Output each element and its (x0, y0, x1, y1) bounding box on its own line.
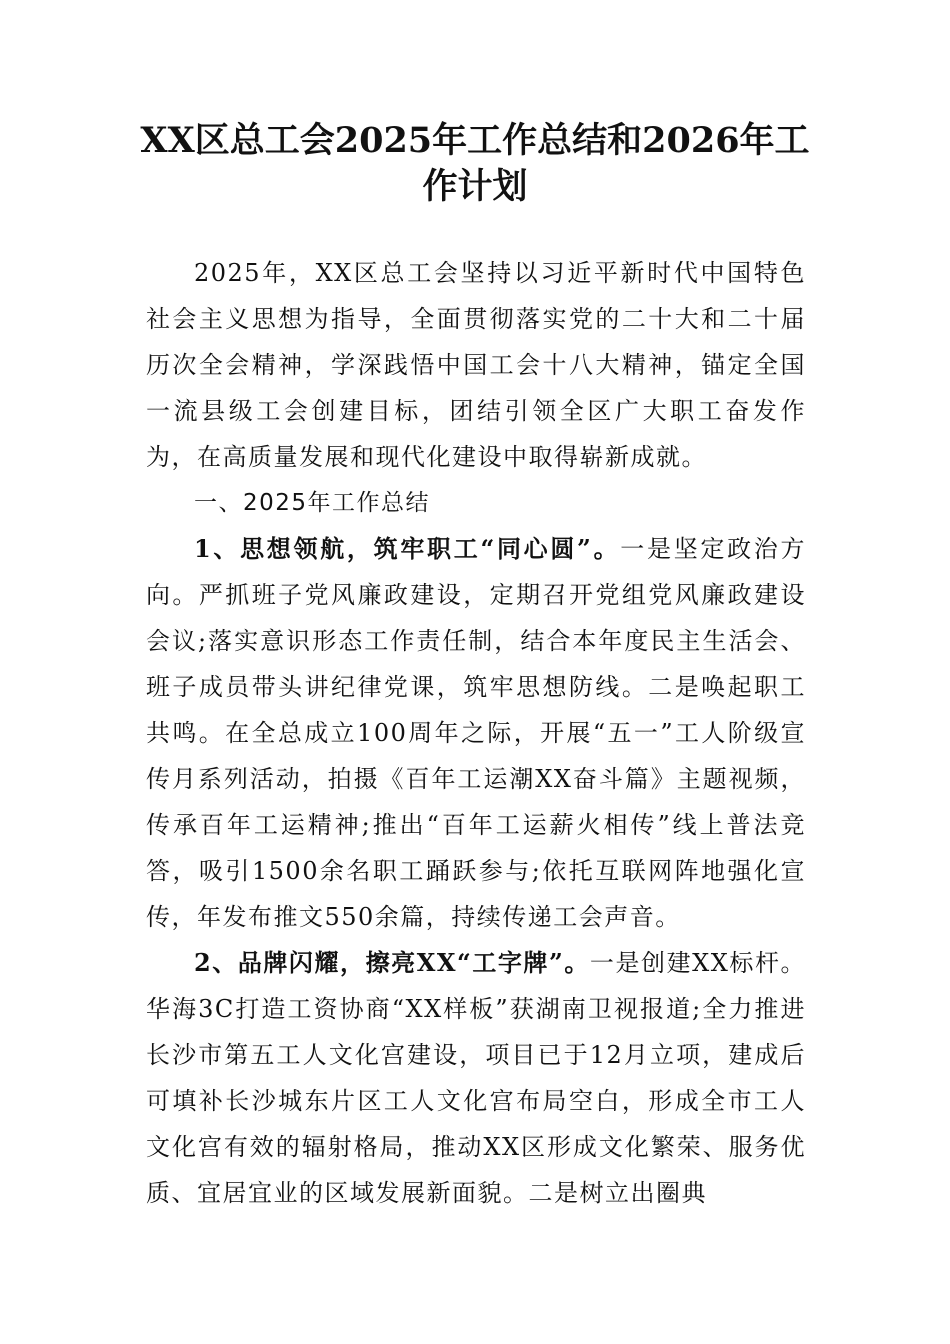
document-body (146, 250, 806, 1216)
section-heading: 一、2025年工作总结 (194, 490, 431, 516)
item-1-lead: 1、思想领航，筑牢职工“同心圆”。 (194, 534, 621, 563)
item-2-lead: 2、品牌闪耀，擦亮XX“工字牌”。 (194, 948, 590, 977)
item-paragraph-1 (146, 526, 806, 940)
document-title: XX区总工会2025年工作总结和2026年工作计划 (140, 120, 810, 207)
item-paragraph-2 (146, 940, 806, 1216)
intro-paragraph: 2025年，XX区总工会坚持以习近平新时代中国特色社会主义思想为指导，全面贯彻落实党的二十大和二十届历次全会精神，学深践悟中国工会十八大精神，锚定全国一流县级工会创建目标，团结引领全区广大职工奋发作为，在高质量发展和现代化建设中取得崭新成就。 (146, 259, 806, 471)
item-2-body: 一是创建XX标杆。华海3C打造工资协商“XX样板”获湖南卫视报道;全力推进长沙市第五工人文化宫建设，项目已于12月立项，建成后可填补长沙城东片区工人文化宫布局空白，形成全市工人文化宫有效的辐射格局，推动XX区形成文化繁荣、服务优质、宜居宜业的区域发展新面貌。二是树立出圈典 (146, 949, 806, 1207)
item-1-body: 一是坚定政治方向。严抓班子党风廉政建设，定期召开党组党风廉政建设会议;落实意识形态工作责任制，结合本年度民主生活会、班子成员带头讲纪律党课，筑牢思想防线。二是唤起职工共鸣。在全总成立100周年之际，开展“五一”工人阶级宣传月系列活动，拍摄《百年工运潮XX奋斗篇》主题视频，传承百年工运精神;推出“百年工运薪火相传”线上普法竞答，吸引1500余名职工踊跃参与;依托互联网阵地强化宣传，年发布推文550余篇，持续传递工会声音。 (146, 535, 807, 931)
